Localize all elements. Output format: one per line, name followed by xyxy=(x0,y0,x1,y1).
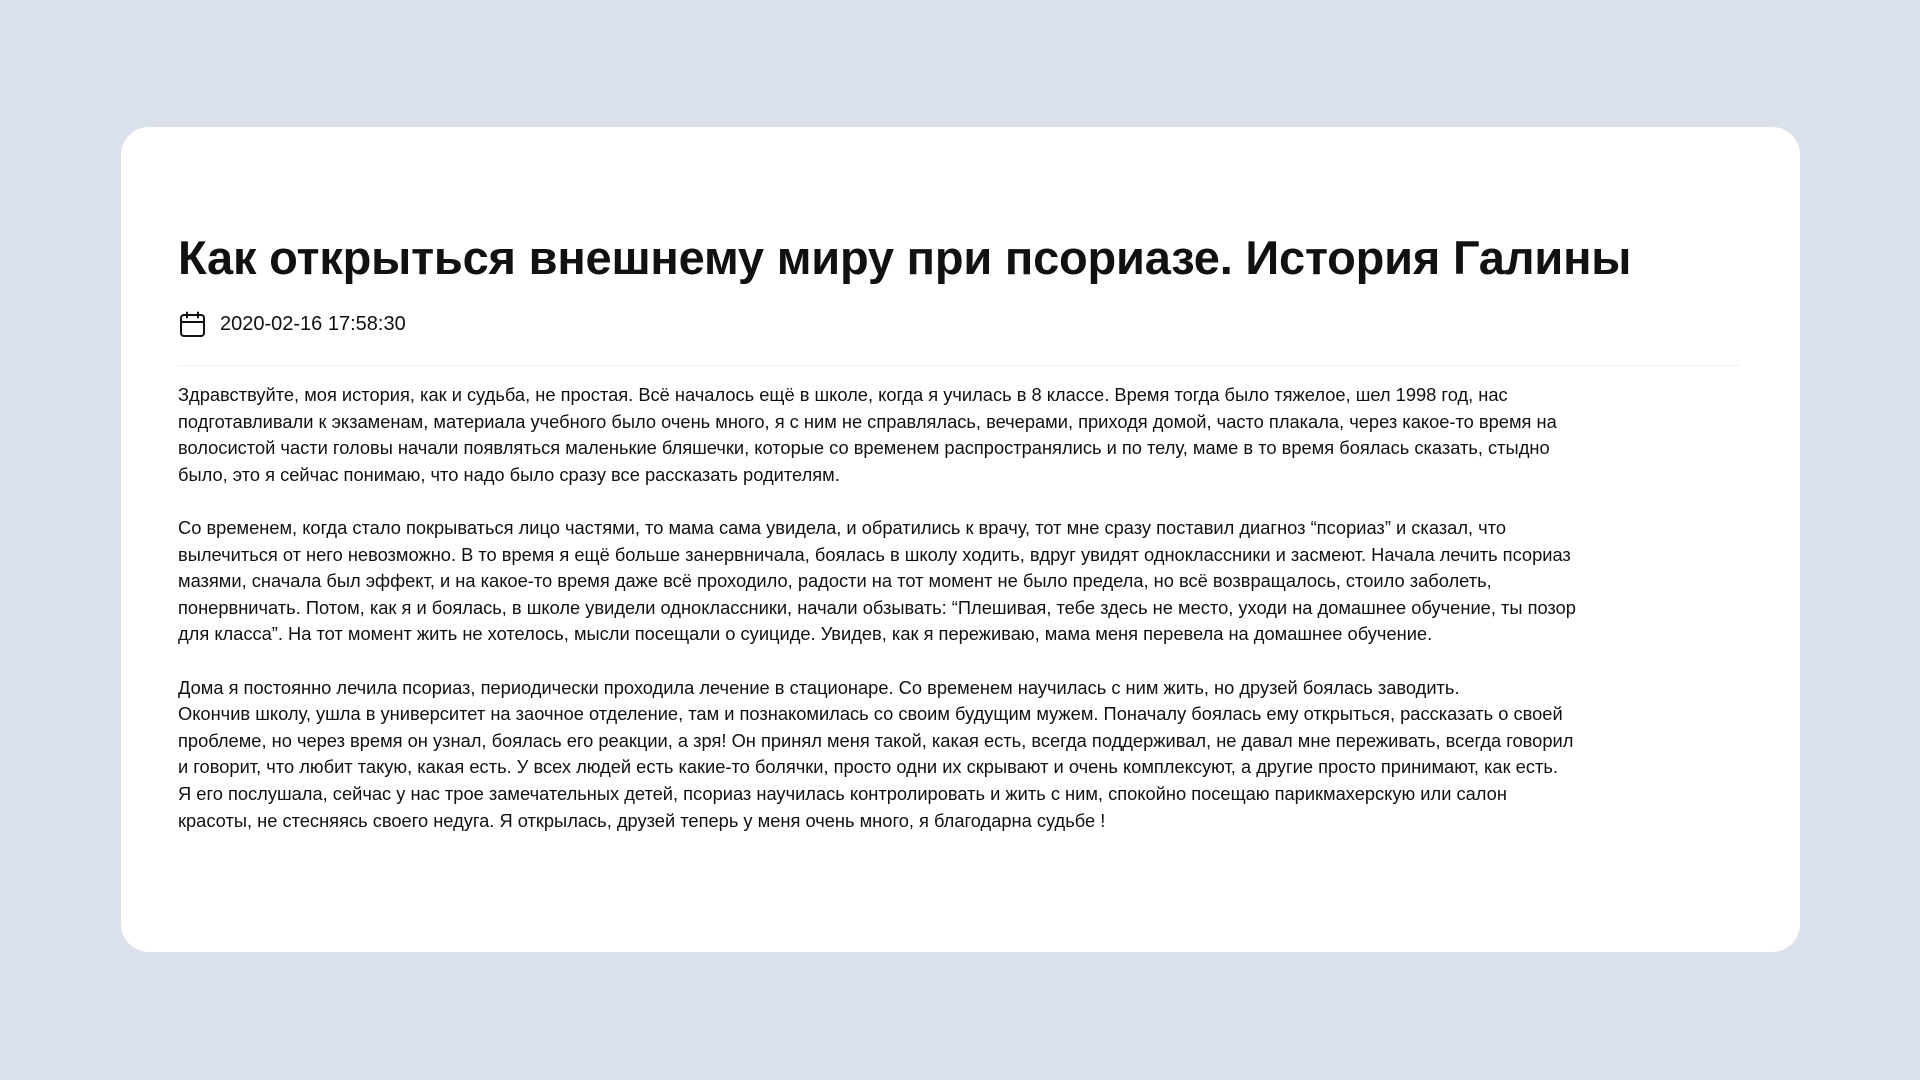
text-line: красоты, не стесняясь своего недуга. Я открылась, друзей теперь у меня очень много, я благодарна судьбе ! xyxy=(178,809,1106,831)
article-meta xyxy=(178,309,1740,339)
calendar-icon xyxy=(178,310,206,338)
article-title: Как открыться внешнему миру при псориазе. История Галины xyxy=(178,231,1632,284)
text-line: понервничать. Потом, как я и боялась, в школе увидели одноклассники, начали обзывать: “Плешивая, тебе здесь не место, уходи на домашнее обучение, ты позор xyxy=(178,596,1576,618)
article-date: 2020-02-16 17:58:30 xyxy=(220,313,406,336)
text-line: проблеме, но через время он узнал, боялась его реакции, а зря! Он принял меня такой, какая есть, всегда поддерживал, не давал мне переживать, всегда говорил xyxy=(178,729,1574,751)
article-body xyxy=(178,382,1740,834)
text-line: Со временем, когда стало покрываться лицо частями, то мама сама увидела, и обратились к врачу, тот мне сразу поставил диагноз “псориаз” и сказал, что xyxy=(178,517,1507,539)
paragraph xyxy=(178,515,1740,648)
text-line: Окончив школу, ушла в университет на заочное отделение, там и познакомилась со своим будущим мужем. Поначалу боялась ему открыться, рассказать о своей xyxy=(178,703,1563,725)
text-line: вылечиться от него невозможно. В то время я ещё больше занервничала, боялась в школу ходить, вдруг увидят одноклассники и засмеют. Начала лечить псориаз xyxy=(178,543,1571,565)
text-line: Дома я постоянно лечила псориаз, периодически проходила лечение в стационаре. Со временем научилась с ним жить, но друзей боялась заводить. xyxy=(178,676,1460,698)
text-line: подготавливали к экзаменам, материала учебного было очень много, я с ним не справлялась, вечерами, приходя домой, часто плакала, через какое-то время на xyxy=(178,410,1557,432)
text-line: Я его послушала, сейчас у нас трое замечательных детей, псориаз научилась контролировать и жить с ним, спокойно посещаю парикмахерскую или салон xyxy=(178,782,1507,804)
text-line: было, это я сейчас понимаю, что надо было сразу все рассказать родителям. xyxy=(178,463,840,485)
text-line: для класса”. На тот момент жить не хотелось, мысли посещали о суициде. Увидев, как я переживаю, мама меня перевела на домашнее обучение. xyxy=(178,623,1433,645)
text-line: мазями, сначала был эффект, и на какое-то время даже всё проходило, радости на тот момент не было предела, но всё возвращалось, стоило заболеть, xyxy=(178,570,1492,592)
paragraph xyxy=(178,382,1740,488)
paragraph xyxy=(178,675,1740,835)
article-card xyxy=(121,127,1800,952)
text-line: Здравствуйте, моя история, как и судьба, не простая. Всё началось ещё в школе, когда я училась в 8 классе. Время тогда было тяжелое, шел 1998 год, нас xyxy=(178,384,1508,406)
divider xyxy=(178,365,1740,366)
text-line: волосистой части головы начали появляться маленькие бляшечки, которые со временем распространялись и по телу, маме в то время боялась сказать, стыдно xyxy=(178,437,1550,459)
text-line: и говорит, что любит такую, какая есть. У всех людей есть какие-то болячки, просто одни их скрывают и очень комплексуют, а другие просто принимают, как есть. xyxy=(178,756,1558,778)
